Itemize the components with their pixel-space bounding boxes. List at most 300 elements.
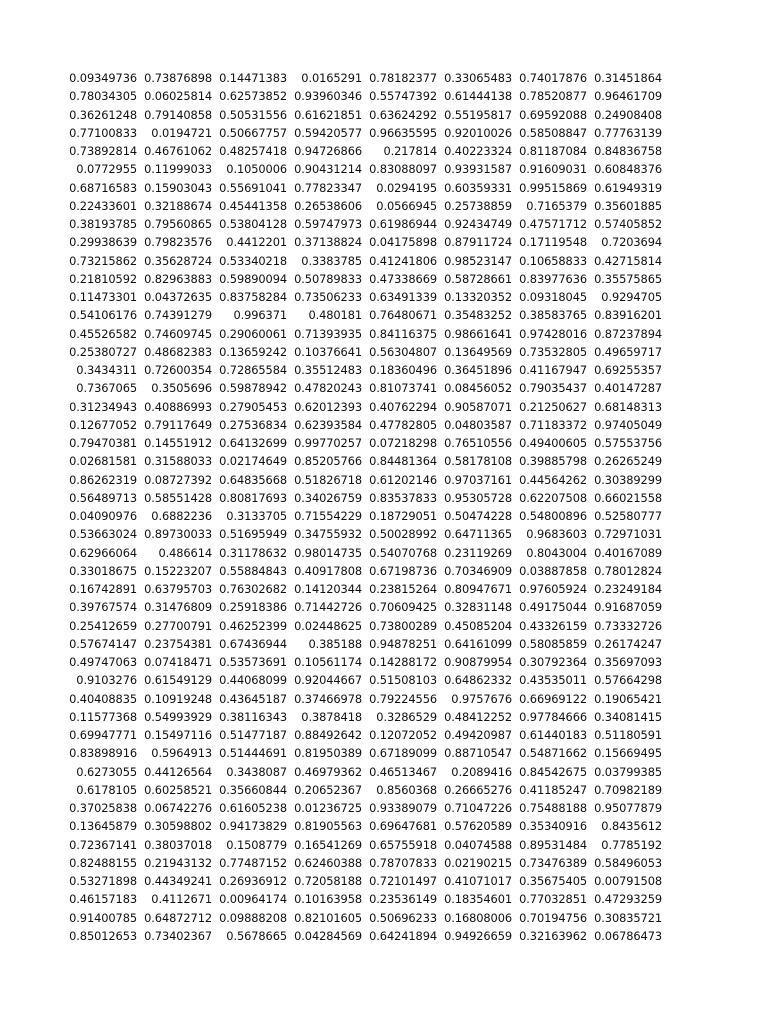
table-row xyxy=(62,197,662,215)
table-cell: 0.64161099 xyxy=(444,636,512,651)
table-cell: 0.74017876 xyxy=(519,71,587,85)
table-cell: 0.49747063 xyxy=(69,655,137,669)
table-cell: 0.01236725 xyxy=(294,801,362,815)
table-cell: 0.31451864 xyxy=(594,71,662,85)
table-cell: 0.27905453 xyxy=(219,399,287,414)
table-cell: 0.37025838 xyxy=(69,801,137,815)
table-cell: 0.76302682 xyxy=(219,582,287,596)
table-cell: 0.30598802 xyxy=(144,819,212,834)
table-cell: 0.94173829 xyxy=(219,819,287,834)
table-cell: 0.30389299 xyxy=(594,472,662,487)
table-cell: 0.73892814 xyxy=(69,144,137,158)
table-cell: 0.87237894 xyxy=(594,326,662,341)
table-cell: 0.34755932 xyxy=(294,527,362,542)
table-row xyxy=(62,452,662,470)
table-cell: 0.62207508 xyxy=(519,490,587,505)
table-cell: 0.61986944 xyxy=(369,217,437,231)
table-cell: 0.26265249 xyxy=(594,454,662,469)
table-cell: 0.97784666 xyxy=(519,709,587,724)
table-cell: 0.35340916 xyxy=(519,819,587,834)
table-cell: 0.58085859 xyxy=(519,636,587,651)
table-cell: 0.50789833 xyxy=(294,271,362,286)
table-cell: 0.59747973 xyxy=(294,217,362,231)
table-cell: 0.21810592 xyxy=(69,271,137,286)
table-cell: 0.72971031 xyxy=(594,527,662,542)
table-cell: 0.35628724 xyxy=(144,253,212,268)
table-cell: 0.77763139 xyxy=(594,125,662,140)
table-cell: 0.55195817 xyxy=(444,107,512,122)
table-cell: 0.3505696 xyxy=(151,381,212,396)
table-cell: 0.69592088 xyxy=(519,107,587,122)
table-cell: 0.27700791 xyxy=(144,618,212,633)
table-cell: 0.48412252 xyxy=(444,709,512,724)
table-cell: 0.91609031 xyxy=(519,162,587,177)
table-cell: 0.53804128 xyxy=(219,217,287,231)
table-cell: 0.94926659 xyxy=(444,928,512,943)
table-cell: 0.73876898 xyxy=(144,71,212,85)
table-cell: 0.76510556 xyxy=(444,436,512,450)
table-cell: 0.25738859 xyxy=(444,198,512,213)
table-cell: 0.88492642 xyxy=(294,728,362,742)
table-cell: 0.74609745 xyxy=(144,326,212,341)
table-cell: 0.64711365 xyxy=(444,527,512,542)
table-cell: 0.15669495 xyxy=(594,746,662,761)
table-cell: 0.50474228 xyxy=(444,509,512,523)
table-cell: 0.84836758 xyxy=(594,144,662,158)
table-cell: 0.84542675 xyxy=(519,764,587,779)
table-cell: 0.6882236 xyxy=(151,509,212,523)
table-row xyxy=(62,781,662,799)
table-cell: 0.30835721 xyxy=(594,910,662,925)
table-row xyxy=(62,690,662,708)
table-row xyxy=(62,416,662,434)
table-cell: 0.6273055 xyxy=(76,764,137,779)
table-cell: 0.31476809 xyxy=(144,600,212,615)
table-row xyxy=(62,398,662,416)
table-cell: 0.21943132 xyxy=(144,855,212,870)
table-cell: 0.62012393 xyxy=(294,399,362,414)
table-cell: 0.86262319 xyxy=(69,472,137,487)
table-cell: 0.55691041 xyxy=(219,180,287,195)
table-cell: 0.62966064 xyxy=(69,545,137,560)
table-cell: 0.79560865 xyxy=(144,217,212,231)
table-cell: 0.18360496 xyxy=(369,363,437,377)
table-cell: 0.64872712 xyxy=(144,910,212,925)
table-cell: 0.06786473 xyxy=(594,928,662,943)
table-cell: 0.66969122 xyxy=(519,691,587,706)
table-cell: 0.50696233 xyxy=(369,910,437,925)
table-cell: 0.39885798 xyxy=(519,454,587,469)
table-cell: 0.94726866 xyxy=(294,144,362,158)
table-cell: 0.64835668 xyxy=(219,472,287,487)
table-cell: 0.81950389 xyxy=(294,746,362,761)
table-cell: 0.11999033 xyxy=(144,162,212,177)
table-cell: 0.64241894 xyxy=(369,928,437,943)
table-cell: 0.60258521 xyxy=(144,782,212,797)
table-cell: 0.48682383 xyxy=(144,344,212,359)
table-cell: 0.12072052 xyxy=(369,728,437,742)
table-cell: 0.25380727 xyxy=(69,344,137,359)
table-row xyxy=(62,562,662,580)
table-cell: 0.14288172 xyxy=(369,655,437,669)
table-cell: 0.33018675 xyxy=(69,563,137,578)
table-cell: 0.29060061 xyxy=(219,326,287,341)
table-cell: 0.04090976 xyxy=(69,509,137,523)
table-cell: 0.04372635 xyxy=(144,290,212,304)
table-row xyxy=(62,708,662,726)
table-cell: 0.93931587 xyxy=(444,162,512,177)
table-cell: 0.7367065 xyxy=(76,381,137,396)
table-cell: 0.51695949 xyxy=(219,527,287,542)
table-cell: 0.73332726 xyxy=(594,618,662,633)
table-row xyxy=(62,233,662,251)
table-cell: 0.58728661 xyxy=(444,271,512,286)
table-cell: 0.44349241 xyxy=(144,874,212,888)
table-cell: 0.44126564 xyxy=(144,764,212,779)
table-cell: 0.35483252 xyxy=(444,308,512,323)
table-row xyxy=(62,306,662,324)
table-cell: 0.75488188 xyxy=(519,801,587,815)
table-cell: 0.72367141 xyxy=(69,837,137,852)
table-cell: 0.19065421 xyxy=(594,691,662,706)
table-cell: 0.49659717 xyxy=(594,344,662,359)
table-cell: 0.90587071 xyxy=(444,399,512,414)
table-row xyxy=(62,653,662,671)
table-cell: 0.41241806 xyxy=(369,253,437,268)
table-cell: 0.0165291 xyxy=(301,71,362,85)
table-cell: 0.47782805 xyxy=(369,417,437,432)
table-cell: 0.57553756 xyxy=(594,436,662,450)
table-cell: 0.13320352 xyxy=(444,290,512,304)
table-cell: 0.67436944 xyxy=(219,636,287,651)
table-row xyxy=(62,489,662,507)
table-cell: 0.95077879 xyxy=(594,801,662,815)
table-cell: 0.15903043 xyxy=(144,180,212,195)
table-cell: 0.72101497 xyxy=(369,874,437,888)
table-cell: 0.32163962 xyxy=(519,928,587,943)
table-cell: 0.45085204 xyxy=(444,618,512,633)
table-cell: 0.54871662 xyxy=(519,746,587,761)
table-cell: 0.83088097 xyxy=(369,162,437,177)
table-cell: 0.39767574 xyxy=(69,600,137,615)
table-cell: 0.3133705 xyxy=(226,509,287,523)
table-cell: 0.41071017 xyxy=(444,874,512,888)
table-row xyxy=(62,106,662,124)
table-cell: 0.67189099 xyxy=(369,746,437,761)
table-cell: 0.31588033 xyxy=(144,454,212,469)
table-cell: 0.40147287 xyxy=(594,381,662,396)
table-cell: 0.60359331 xyxy=(444,180,512,195)
table-cell: 0.26665276 xyxy=(444,782,512,797)
table-cell: 0.5678665 xyxy=(226,928,287,943)
table-cell: 0.50667757 xyxy=(219,125,287,140)
table-cell: 0.02448625 xyxy=(294,618,362,633)
table-cell: 0.40762294 xyxy=(369,399,437,414)
table-row xyxy=(62,890,662,908)
table-cell: 0.27536834 xyxy=(219,417,287,432)
table-cell: 0.78182377 xyxy=(369,71,437,85)
table-cell: 0.09349736 xyxy=(69,71,137,85)
table-cell: 0.89531484 xyxy=(519,837,587,852)
table-cell: 0.00791508 xyxy=(594,874,662,888)
table-row xyxy=(62,763,662,781)
table-cell: 0.49420987 xyxy=(444,728,512,742)
table-cell: 0.35601885 xyxy=(594,198,662,213)
table-cell: 0.98014735 xyxy=(294,545,362,560)
table-cell: 0.85205766 xyxy=(294,454,362,469)
table-row xyxy=(62,179,662,197)
table-cell: 0.15497116 xyxy=(144,728,212,742)
table-cell: 0.51826718 xyxy=(294,472,362,487)
table-cell: 0.80947671 xyxy=(444,582,512,596)
table-cell: 0.61949319 xyxy=(594,180,662,195)
table-cell: 0.11577368 xyxy=(69,709,137,724)
table-cell: 0.97405049 xyxy=(594,417,662,432)
table-cell: 0.72600354 xyxy=(144,363,212,377)
table-row xyxy=(62,471,662,489)
table-cell: 0.83916201 xyxy=(594,308,662,323)
table-cell: 0.03887858 xyxy=(519,563,587,578)
table-row xyxy=(62,361,662,379)
table-cell: 0.23249184 xyxy=(594,582,662,596)
table-cell: 0.3878418 xyxy=(301,709,362,724)
table-cell: 0.02681581 xyxy=(69,454,137,469)
table-cell: 0.59878942 xyxy=(219,381,287,396)
table-row xyxy=(62,580,662,598)
table-cell: 0.14471383 xyxy=(219,71,287,85)
table-cell: 0.7203694 xyxy=(601,235,662,250)
table-cell: 0.81905563 xyxy=(294,819,362,834)
table-cell: 0.02190215 xyxy=(444,855,512,870)
table-row xyxy=(62,817,662,835)
table-cell: 0.73506233 xyxy=(294,290,362,304)
table-cell: 0.23815264 xyxy=(369,582,437,596)
table-cell: 0.45526582 xyxy=(69,326,137,341)
table-cell: 0.51444691 xyxy=(219,746,287,761)
table-body xyxy=(62,69,662,945)
table-cell: 0.79117649 xyxy=(144,417,212,432)
table-cell: 0.40408835 xyxy=(69,691,137,706)
table-cell: 0.37466978 xyxy=(294,691,362,706)
table-cell: 0.82488155 xyxy=(69,855,137,870)
table-cell: 0.3438087 xyxy=(226,764,287,779)
table-cell: 0.70982189 xyxy=(594,782,662,797)
table-cell: 0.10376641 xyxy=(294,344,362,359)
table-cell: 0.78012824 xyxy=(594,563,662,578)
table-cell: 0.47820243 xyxy=(294,381,362,396)
table-cell: 0.93960346 xyxy=(294,89,362,104)
table-cell: 0.67198736 xyxy=(369,563,437,578)
table-row xyxy=(62,160,662,178)
table-cell: 0.40886993 xyxy=(144,399,212,414)
table-cell: 0.53663024 xyxy=(69,527,137,542)
table-cell: 0.56489713 xyxy=(69,490,137,505)
table-cell: 0.34081415 xyxy=(594,709,662,724)
table-cell: 0.54106176 xyxy=(69,308,137,323)
table-cell: 0.90431214 xyxy=(294,162,362,177)
table-cell: 0.38583765 xyxy=(519,308,587,323)
table-row xyxy=(62,671,662,689)
table-cell: 0.40223324 xyxy=(444,144,512,158)
table-cell: 0.47571712 xyxy=(519,217,587,231)
table-cell: 0.23119269 xyxy=(444,545,512,560)
table-cell: 0.53573691 xyxy=(219,655,287,669)
table-cell: 0.46157183 xyxy=(69,892,137,907)
table-cell: 0.26538606 xyxy=(294,198,362,213)
table-cell: 0.62460388 xyxy=(294,855,362,870)
table-cell: 0.9103276 xyxy=(76,673,137,688)
table-cell: 0.217814 xyxy=(383,144,437,158)
table-cell: 0.486614 xyxy=(158,545,212,560)
table-cell: 0.96461709 xyxy=(594,89,662,104)
table-cell: 0.35660844 xyxy=(219,782,287,797)
table-cell: 0.84116375 xyxy=(369,326,437,341)
table-cell: 0.55884843 xyxy=(219,563,287,578)
table-cell: 0.77032851 xyxy=(519,892,587,907)
table-row xyxy=(62,215,662,233)
table-cell: 0.82101605 xyxy=(294,910,362,925)
table-cell: 0.35675405 xyxy=(519,874,587,888)
table-cell: 0.06742276 xyxy=(144,801,212,815)
table-cell: 0.96635595 xyxy=(369,125,437,140)
table-cell: 0.8560368 xyxy=(376,782,437,797)
table-cell: 0.4112671 xyxy=(151,892,212,907)
table-cell: 0.3434311 xyxy=(76,363,137,377)
table-cell: 0.06025814 xyxy=(144,89,212,104)
table-cell: 0.61605238 xyxy=(219,801,287,815)
table-cell: 0.43326159 xyxy=(519,618,587,633)
table-cell: 0.69947771 xyxy=(69,728,137,742)
table-cell: 0.18729051 xyxy=(369,509,437,523)
table-cell: 0.04803587 xyxy=(444,417,512,432)
table-cell: 0.51180591 xyxy=(594,728,662,742)
table-cell: 0.78520877 xyxy=(519,89,587,104)
table-cell: 0.73800289 xyxy=(369,618,437,633)
table-cell: 0.24908408 xyxy=(594,107,662,122)
table-cell: 0.62573852 xyxy=(219,89,287,104)
table-cell: 0.73215862 xyxy=(69,253,137,268)
table-cell: 0.996371 xyxy=(233,308,287,323)
table-cell: 0.59890094 xyxy=(219,271,287,286)
table-cell: 0.88710547 xyxy=(444,746,512,761)
table-cell: 0.35512483 xyxy=(294,363,362,377)
table-cell: 0.38037018 xyxy=(144,837,212,852)
table-cell: 0.32188674 xyxy=(144,198,212,213)
table-cell: 0.95305728 xyxy=(444,490,512,505)
table-cell: 0.61549129 xyxy=(144,673,212,688)
table-cell: 0.38193785 xyxy=(69,217,137,231)
table-cell: 0.40167089 xyxy=(594,545,662,560)
table-row xyxy=(62,836,662,854)
table-row xyxy=(62,325,662,343)
table-cell: 0.51477187 xyxy=(219,728,287,742)
table-cell: 0.83977636 xyxy=(519,271,587,286)
table-cell: 0.49400605 xyxy=(519,436,587,450)
table-cell: 0.69647681 xyxy=(369,819,437,834)
table-cell: 0.5964913 xyxy=(151,746,212,761)
table-cell: 0.42715814 xyxy=(594,253,662,268)
table-cell: 0.63624292 xyxy=(369,107,437,122)
table-cell: 0.63795703 xyxy=(144,582,212,596)
table-cell: 0.72058188 xyxy=(294,874,362,888)
table-cell: 0.22433601 xyxy=(69,198,137,213)
table-cell: 0.80817693 xyxy=(219,490,287,505)
table-cell: 0.36451896 xyxy=(444,363,512,377)
table-cell: 0.02174649 xyxy=(219,454,287,469)
table-cell: 0.63491339 xyxy=(369,290,437,304)
table-cell: 0.53340218 xyxy=(219,253,287,268)
table-cell: 0.60848376 xyxy=(594,162,662,177)
table-cell: 0.23754381 xyxy=(144,636,212,651)
table-row xyxy=(62,909,662,927)
table-cell: 0.97605924 xyxy=(519,582,587,596)
table-cell: 0.4412201 xyxy=(226,235,287,250)
table-cell: 0.04284569 xyxy=(294,928,362,943)
table-cell: 0.82963883 xyxy=(144,271,212,286)
table-cell: 0.61444138 xyxy=(444,89,512,104)
table-cell: 0.64862332 xyxy=(444,673,512,688)
table-cell: 0.73532805 xyxy=(519,344,587,359)
table-cell: 0.58508847 xyxy=(519,125,587,140)
table-cell: 0.47293259 xyxy=(594,892,662,907)
table-cell: 0.43645187 xyxy=(219,691,287,706)
table-row xyxy=(62,854,662,872)
table-cell: 0.71183372 xyxy=(519,417,587,432)
table-cell: 0.32831148 xyxy=(444,600,512,615)
table-cell: 0.93389079 xyxy=(369,801,437,815)
table-cell: 0.83537833 xyxy=(369,490,437,505)
table-cell: 0.45441358 xyxy=(219,198,287,213)
table-cell: 0.97037161 xyxy=(444,472,512,487)
table-cell: 0.99515869 xyxy=(519,180,587,195)
table-cell: 0.8043004 xyxy=(526,545,587,560)
table-cell: 0.30792364 xyxy=(519,655,587,669)
table-cell: 0.94878251 xyxy=(369,636,437,651)
table-cell: 0.58178108 xyxy=(444,454,512,469)
table-cell: 0.21250627 xyxy=(519,399,587,414)
table-cell: 0.79823576 xyxy=(144,235,212,250)
table-cell: 0.84481364 xyxy=(369,454,437,469)
table-cell: 0.79140858 xyxy=(144,107,212,122)
table-cell: 0.31234943 xyxy=(69,399,137,414)
table-cell: 0.81187084 xyxy=(519,144,587,158)
table-cell: 0.61621851 xyxy=(294,107,362,122)
table-cell: 0.12677052 xyxy=(69,417,137,432)
table-cell: 0.68148313 xyxy=(594,399,662,414)
table-cell: 0.46252399 xyxy=(219,618,287,633)
table-cell: 0.77823347 xyxy=(294,180,362,195)
table-cell: 0.23536149 xyxy=(369,892,437,907)
table-cell: 0.46761062 xyxy=(144,144,212,158)
table-cell: 0.13645879 xyxy=(69,819,137,834)
table-cell: 0.78707833 xyxy=(369,855,437,870)
table-cell: 0.49175044 xyxy=(519,600,587,615)
table-cell: 0.25412659 xyxy=(69,618,137,633)
table-row xyxy=(62,252,662,270)
table-cell: 0.68716583 xyxy=(69,180,137,195)
table-cell: 0.31178632 xyxy=(219,545,287,560)
table-cell: 0.70346909 xyxy=(444,563,512,578)
table-cell: 0.44068099 xyxy=(219,673,287,688)
table-cell: 0.08456052 xyxy=(444,381,512,396)
table-cell: 0.16541269 xyxy=(294,837,362,852)
table-cell: 0.10658833 xyxy=(519,253,587,268)
table-cell: 0.41185247 xyxy=(519,782,587,797)
table-cell: 0.57664298 xyxy=(594,673,662,688)
table-cell: 0.10919248 xyxy=(144,691,212,706)
table-cell: 0.58496053 xyxy=(594,855,662,870)
table-cell: 0.38116343 xyxy=(219,709,287,724)
